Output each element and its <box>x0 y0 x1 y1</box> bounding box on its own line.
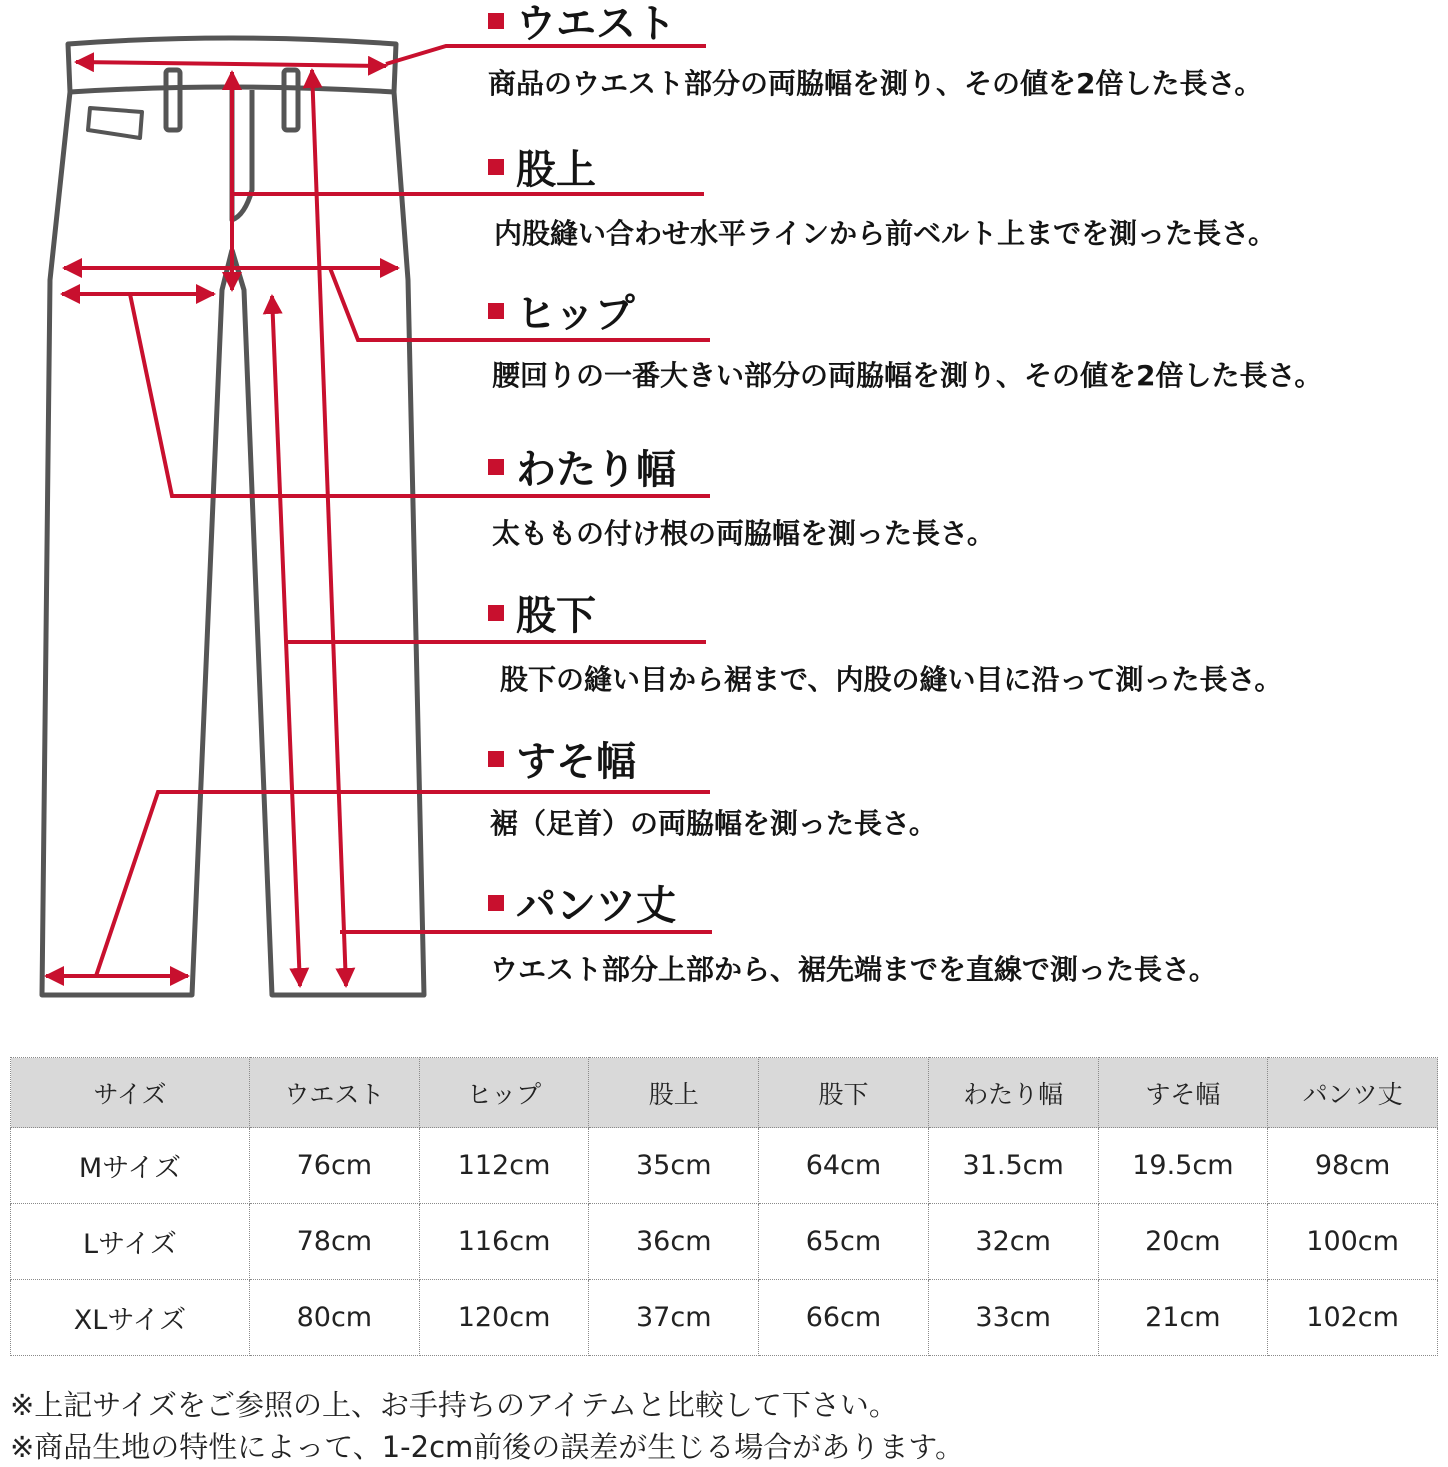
table-cell: 36cm <box>589 1204 759 1280</box>
term-title: 股上 <box>516 147 596 193</box>
table-cell: 100cm <box>1268 1204 1438 1280</box>
table-cell: 80cm <box>250 1280 420 1356</box>
table-cell: 102cm <box>1268 1280 1438 1356</box>
table-cell: 31.5cm <box>928 1128 1098 1204</box>
table-cell: 37cm <box>589 1280 759 1356</box>
table-cell: 98cm <box>1268 1128 1438 1204</box>
table-cell: 112cm <box>419 1128 589 1204</box>
bullet-icon <box>488 13 504 29</box>
term-title: わたり幅 <box>516 447 676 493</box>
bullet-icon <box>488 303 504 319</box>
table-header-cell: サイズ <box>11 1058 250 1128</box>
table-cell: 76cm <box>250 1128 420 1204</box>
table-cell: 78cm <box>250 1204 420 1280</box>
table-cell: XLサイズ <box>11 1280 250 1356</box>
term-inseam <box>488 594 596 638</box>
bullet-icon <box>488 605 504 621</box>
table-cell: 116cm <box>419 1204 589 1280</box>
note-tolerance: ※商品生地の特性によって、1-2cm前後の誤差が生じる場合があります。 <box>10 1430 964 1464</box>
term-title: すそ幅 <box>516 739 636 785</box>
note-compare: ※上記サイズをご参照の上、お手持ちのアイテムと比較して下さい。 <box>10 1388 898 1422</box>
term-desc-hip: 腰回りの一番大きい部分の両脇幅を測り、その値を2倍した長さ。 <box>492 359 1323 392</box>
term-title: 股下 <box>516 593 596 639</box>
table-cell: 65cm <box>759 1204 929 1280</box>
table-row <box>11 1204 1438 1280</box>
term-desc-thigh: 太ももの付け根の両脇幅を測った長さ。 <box>492 517 995 550</box>
table-cell: Mサイズ <box>11 1128 250 1204</box>
term-thigh <box>488 448 676 492</box>
table-cell: 32cm <box>928 1204 1098 1280</box>
table-cell: 66cm <box>759 1280 929 1356</box>
term-desc-waist: 商品のウエスト部分の両脇幅を測り、その値を2倍した長さ。 <box>488 67 1263 100</box>
term-title: パンツ丈 <box>516 883 676 929</box>
table-header-cell: 股下 <box>759 1058 929 1128</box>
table-cell: Lサイズ <box>11 1204 250 1280</box>
table-header-cell: すそ幅 <box>1098 1058 1268 1128</box>
table-cell: 19.5cm <box>1098 1128 1268 1204</box>
table-row <box>11 1280 1438 1356</box>
table-header-cell: わたり幅 <box>928 1058 1098 1128</box>
table-cell: 120cm <box>419 1280 589 1356</box>
table-cell: 20cm <box>1098 1204 1268 1280</box>
term-rise <box>488 148 596 192</box>
table-header-cell: ヒップ <box>419 1058 589 1128</box>
table-cell: 64cm <box>759 1128 929 1204</box>
table-row <box>11 1128 1438 1204</box>
table-header-cell: パンツ丈 <box>1268 1058 1438 1128</box>
term-length <box>488 884 676 928</box>
bullet-icon <box>488 159 504 175</box>
measurement-lines <box>46 46 712 986</box>
bullet-icon <box>488 895 504 911</box>
table-header-cell: ウエスト <box>250 1058 420 1128</box>
term-hem <box>488 740 636 784</box>
table-header-row <box>11 1058 1438 1128</box>
table-cell: 21cm <box>1098 1280 1268 1356</box>
term-waist <box>488 2 676 46</box>
bullet-icon <box>488 751 504 767</box>
bullet-icon <box>488 459 504 475</box>
term-desc-rise: 内股縫い合わせ水平ラインから前ベルト上までを測った長さ。 <box>494 217 1277 250</box>
term-title: ヒップ <box>516 291 635 337</box>
table-cell: 33cm <box>928 1280 1098 1356</box>
term-desc-length: ウエスト部分上部から、裾先端までを直線で測った長さ。 <box>490 953 1217 986</box>
table-cell: 35cm <box>589 1128 759 1204</box>
term-desc-inseam: 股下の縫い目から裾まで、内股の縫い目に沿って測った長さ。 <box>500 663 1283 696</box>
term-desc-hem: 裾（足首）の両脇幅を測った長さ。 <box>490 807 937 840</box>
term-title: ウエスト <box>516 1 676 47</box>
term-hip <box>488 292 635 336</box>
size-table <box>10 1057 1438 1356</box>
table-header-cell: 股上 <box>589 1058 759 1128</box>
